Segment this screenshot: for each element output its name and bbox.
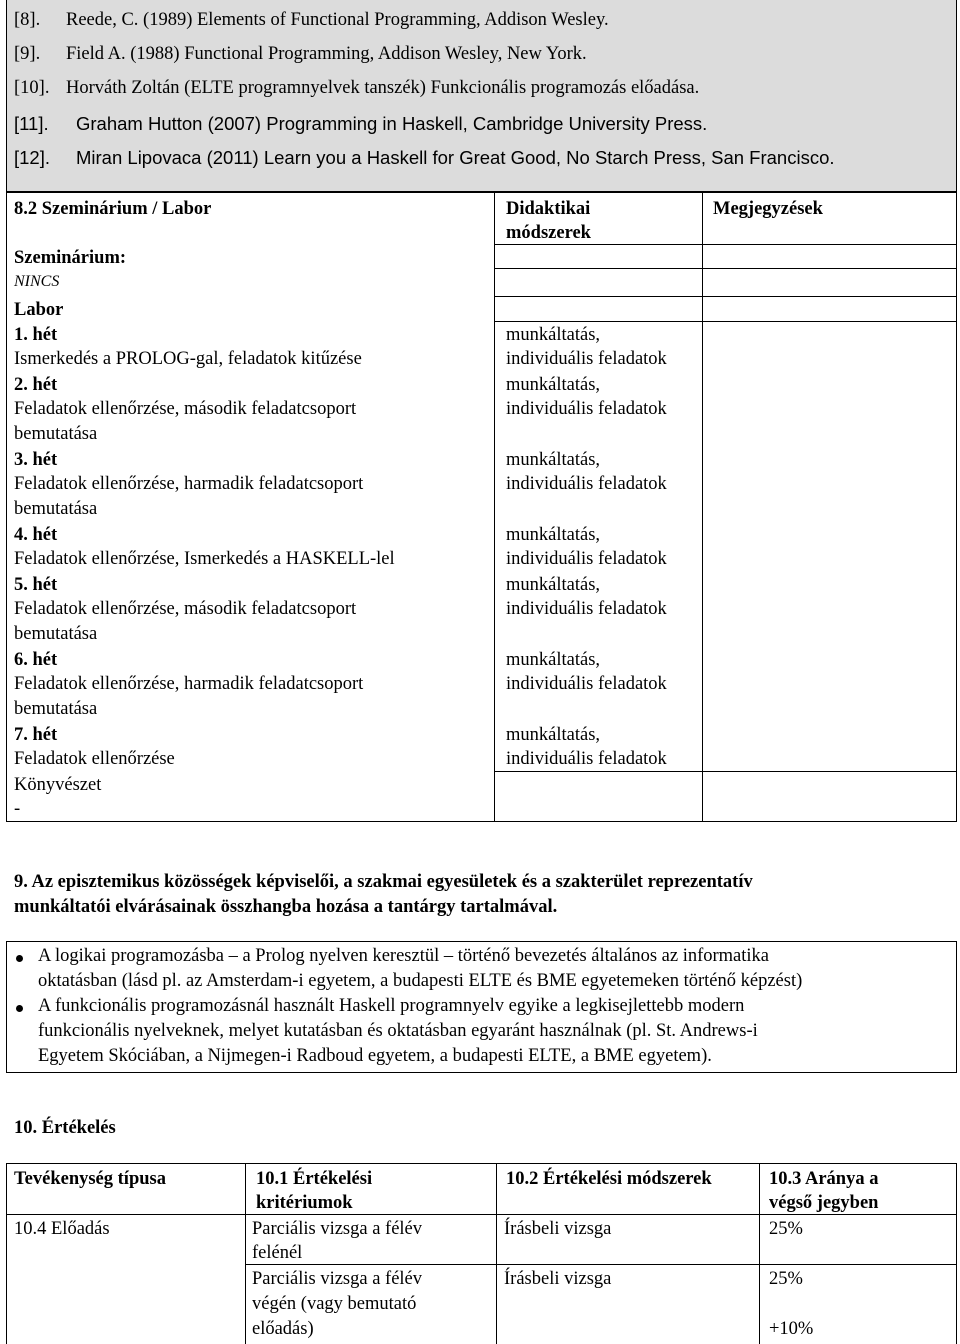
week-label: 2. hét xyxy=(14,375,58,395)
week-topic: Ismerkedés a PROLOG-gal, feladatok kitűzése xyxy=(14,349,362,369)
bibliography-value: - xyxy=(14,799,21,819)
method-text: munkáltatás, xyxy=(506,450,601,470)
table-border xyxy=(6,821,957,822)
notes-heading: Megjegyzések xyxy=(713,199,823,219)
bullet-text: funkcionális nyelveknek, melyet kutatásban és oktatásban egyaránt használnak (pl. St. Andrews-i xyxy=(38,1021,758,1041)
column-header: 10.2 Értékelési módszerek xyxy=(506,1169,712,1189)
section9-title: munkáltatói elvárásainak összhangba hozása a tantárgy tartalmával. xyxy=(14,897,558,917)
column-header: 10.3 Aránya a xyxy=(769,1169,879,1189)
column-header: Tevékenység típusa xyxy=(14,1169,166,1189)
column-header: kritériumok xyxy=(256,1193,353,1213)
table-border xyxy=(494,192,495,822)
table-cell: felénél xyxy=(252,1243,303,1263)
table-rule xyxy=(494,244,957,245)
table-cell: Parciális vizsga a félév xyxy=(252,1269,423,1289)
bullet-text: oktatásban (lásd pl. az Amsterdam-i egyetem, a budapesti ELTE és BME egyetemeken történő képzést) xyxy=(38,971,803,991)
method-text: munkáltatás, xyxy=(506,650,601,670)
method-text: individuális feladatok xyxy=(506,749,667,769)
week-topic: Feladatok ellenőrzése, Ismerkedés a HASKELL-lel xyxy=(14,549,395,569)
method-text: munkáltatás, xyxy=(506,325,601,345)
method-text: munkáltatás, xyxy=(506,375,601,395)
table-border xyxy=(702,192,703,822)
week-label: 4. hét xyxy=(14,525,58,545)
reference-text: Reede, C. (1989) Elements of Functional Programming, Addison Wesley. xyxy=(66,10,609,30)
reference-num: [9]. xyxy=(14,44,41,64)
week-label: 3. hét xyxy=(14,450,58,470)
reference-text: Field A. (1988) Functional Programming, Addison Wesley, New York. xyxy=(66,44,587,64)
table-cell: 10.4 Előadás xyxy=(14,1219,110,1239)
method-text: individuális feladatok xyxy=(506,399,667,419)
week-label: 5. hét xyxy=(14,575,58,595)
method-text: individuális feladatok xyxy=(506,599,667,619)
table-rule xyxy=(6,1214,957,1215)
column-header: végső jegyben xyxy=(769,1193,879,1213)
bullet-icon xyxy=(16,1005,23,1012)
table-border xyxy=(245,1163,246,1344)
week-topic: Feladatok ellenőrzése, harmadik feladatcsoport xyxy=(14,674,364,694)
week-topic: bemutatása xyxy=(14,699,98,719)
bullet-text: Egyetem Skóciában, a Nijmegen-i Radboud egyetem, a budapesti ELTE, a BME egyetem). xyxy=(38,1046,712,1066)
table-cell: 25% xyxy=(769,1269,803,1289)
methods-heading: Didaktikai xyxy=(506,199,591,219)
week-topic: Feladatok ellenőrzése, harmadik feladatcsoport xyxy=(14,474,364,494)
box-border xyxy=(6,941,957,942)
table-rule xyxy=(245,1264,957,1265)
table-cell: 25% xyxy=(769,1219,803,1239)
reference-num: [12]. xyxy=(14,147,50,168)
section9-title: 9. Az episztemikus közösségek képviselői, a szakmai egyesületek és a szakterület reprezentatív xyxy=(14,872,753,892)
bullet-icon xyxy=(16,955,23,962)
box-border xyxy=(6,941,7,1073)
table-border xyxy=(6,1163,957,1164)
table-heading: 8.2 Szeminárium / Labor xyxy=(14,199,212,219)
methods-heading: módszerek xyxy=(506,223,591,243)
reference-text: Horváth Zoltán (ELTE programnyelvek tanszék) Funkcionális programozás előadása. xyxy=(66,78,700,98)
bullet-text: A logikai programozásba – a Prolog nyelven keresztül – történő bevezetés általános az informatika xyxy=(38,946,770,966)
table-border xyxy=(496,1163,497,1344)
column-header: 10.1 Értékelési xyxy=(256,1169,373,1189)
section10-title: 10. Értékelés xyxy=(14,1118,116,1138)
method-text: munkáltatás, xyxy=(506,575,601,595)
seminar-value: NINCS xyxy=(14,273,60,290)
table-cell: Parciális vizsga a félév xyxy=(252,1219,423,1239)
bibliography-label: Könyvészet xyxy=(14,775,102,795)
method-text: individuális feladatok xyxy=(506,674,667,694)
table-cell: Írásbeli vizsga xyxy=(504,1269,612,1289)
reference-text: Miran Lipovaca (2011) Learn you a Haskell for Great Good, No Starch Press, San Francisco. xyxy=(76,147,835,168)
box-border xyxy=(6,1072,957,1073)
method-text: individuális feladatok xyxy=(506,474,667,494)
table-border xyxy=(6,192,957,193)
method-text: individuális feladatok xyxy=(506,349,667,369)
table-cell: Írásbeli vizsga xyxy=(504,1219,612,1239)
week-label: 6. hét xyxy=(14,650,58,670)
reference-num: [10]. xyxy=(14,78,50,98)
week-label: 1. hét xyxy=(14,325,58,345)
method-text: munkáltatás, xyxy=(506,725,601,745)
box-border xyxy=(956,941,957,1073)
seminar-label: Szeminárium: xyxy=(14,248,127,268)
table-border xyxy=(6,1163,7,1344)
week-topic: bemutatása xyxy=(14,624,98,644)
week-topic: bemutatása xyxy=(14,424,98,444)
method-text: munkáltatás, xyxy=(506,525,601,545)
week-topic: Feladatok ellenőrzése, második feladatcsoport xyxy=(14,599,357,619)
table-border xyxy=(956,192,957,822)
table-cell: végén (vagy bemutató xyxy=(252,1294,417,1314)
table-rule xyxy=(494,268,957,269)
week-topic: Feladatok ellenőrzése, második feladatcsoport xyxy=(14,399,357,419)
reference-num: [8]. xyxy=(14,10,41,30)
lab-label: Labor xyxy=(14,300,64,320)
table-rule xyxy=(494,296,957,297)
table-border xyxy=(759,1163,760,1344)
reference-num: [11]. xyxy=(14,113,49,134)
table-cell: +10% xyxy=(769,1319,814,1339)
table-rule xyxy=(494,771,957,772)
bullet-text: A funkcionális programozásnál használt Haskell programnyelv egyike a legkisejlettebb modern xyxy=(38,996,745,1016)
method-text: individuális feladatok xyxy=(506,549,667,569)
reference-text: Graham Hutton (2007) Programming in Haskell, Cambridge University Press. xyxy=(76,113,708,134)
table-rule xyxy=(494,321,957,322)
table-border xyxy=(6,192,7,822)
week-label: 7. hét xyxy=(14,725,58,745)
week-topic: Feladatok ellenőrzése xyxy=(14,749,175,769)
table-border xyxy=(956,1163,957,1344)
week-topic: bemutatása xyxy=(14,499,98,519)
table-cell: előadás) xyxy=(252,1319,314,1339)
